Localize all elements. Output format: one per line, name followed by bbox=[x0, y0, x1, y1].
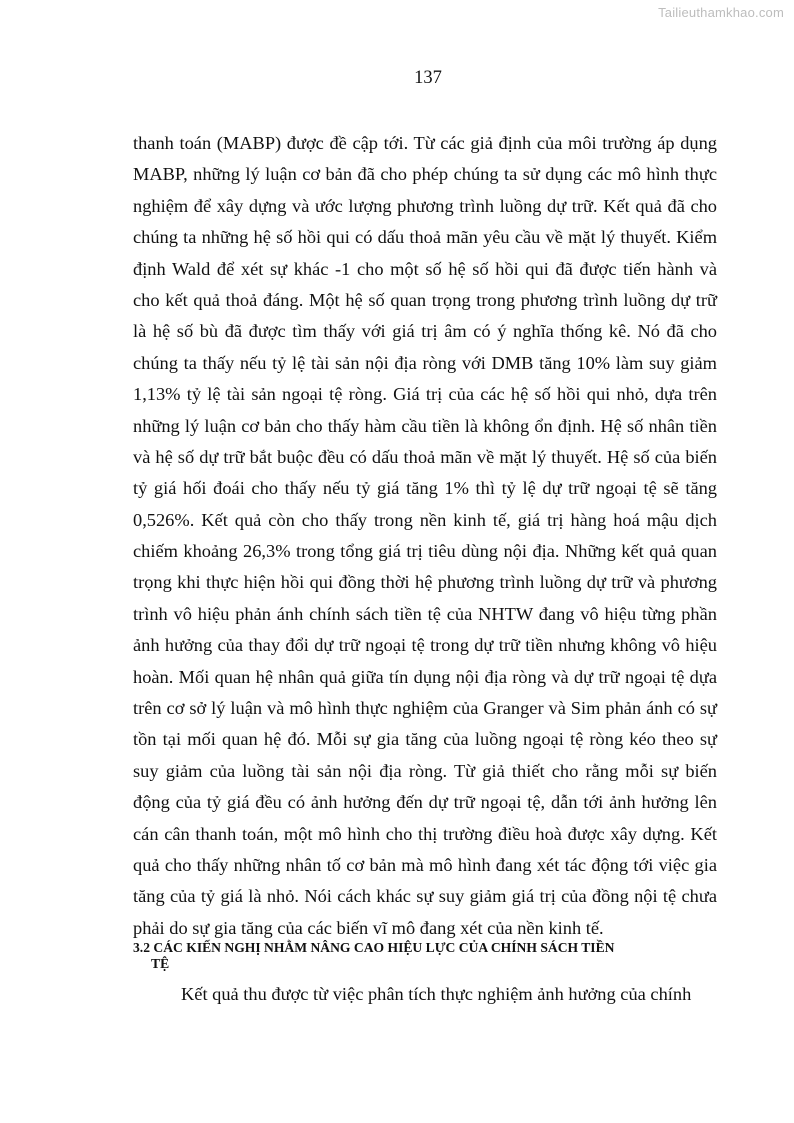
text-line: tỷ giá hối đoái cho thấy nếu tỷ giá tăng 1% thì tỷ lệ dự trữ ngoại tệ sẽ tăng bbox=[133, 478, 717, 499]
page-number: 137 bbox=[414, 68, 442, 88]
text-line: suy giảm của luồng tài sản nội địa ròng. Từ giả thiết cho rằng mỗi sự biến bbox=[133, 760, 717, 781]
text-line: hoàn. Mối quan hệ nhân quả giữa tín dụng nội địa ròng và dự trữ ngoại tệ dựa bbox=[133, 666, 717, 687]
section-heading-line1: 3.2 CÁC KIẾN NGHỊ NHẰM NÂNG CAO HIỆU LỰC CỦA CHÍNH SÁCH TIỀN bbox=[133, 940, 615, 955]
text-line: trình vô hiệu phản ánh chính sách tiền tệ của NHTW đang vô hiệu từng phần bbox=[133, 603, 717, 624]
text-line: những lý luận cơ bản cho thấy hàm cầu tiền là không ổn định. Hệ số nhân tiền bbox=[133, 415, 717, 436]
text-line: trên cơ sở lý luận và mô hình thực nghiệm của Granger và Sim phản ánh có sự bbox=[133, 698, 717, 719]
text-line: là hệ số bù đã được tìm thấy với giá trị âm có ý nghĩa thống kê. Nó đã cho bbox=[133, 321, 717, 342]
text-line: tồn tại mối quan hệ đó. Mỗi sự gia tăng của luồng ngoại tệ ròng kéo theo sự bbox=[133, 729, 717, 750]
paragraph-2-first-line: Kết quả thu được từ việc phân tích thực nghiệm ảnh hưởng của chính bbox=[181, 984, 692, 1004]
text-line: nghiệm để xây dựng và ước lượng phương trình luồng dự trữ. Kết quả đã cho bbox=[133, 195, 717, 216]
watermark: Tailieuthamkhao.com bbox=[658, 5, 784, 20]
body-paragraph bbox=[133, 128, 717, 944]
text-line: định Wald để xét sự khác -1 cho một số hệ số hồi qui đã được tiến hành và bbox=[133, 258, 717, 279]
text-line: 0,526%. Kết quả còn cho thấy trong nền kinh tế, giá trị hàng hoá mậu dịch bbox=[133, 509, 717, 530]
text-line: ảnh hưởng của thay đổi dự trữ ngoại tệ trong dự trữ tiền nhưng không vô hiệu bbox=[133, 635, 717, 656]
text-line: trọng khi thực hiện hồi qui đồng thời hệ phương trình luồng dự trữ và phương bbox=[133, 572, 717, 593]
text-line: phải do sự gia tăng của các biến vĩ mô đang xét của nền kinh tế. bbox=[133, 917, 604, 938]
text-line: động của tỷ giá đều có ảnh hưởng đến dự trữ ngoại tệ, dẫn tới ảnh hưởng lên bbox=[133, 792, 717, 813]
text-line: cho kết quả thoả đáng. Một hệ số quan trọng trong phương trình luồng dự trữ bbox=[133, 289, 717, 310]
text-line: chiếm khoảng 26,3% trong tổng giá trị tiêu dùng nội địa. Những kết quả quan bbox=[133, 541, 717, 562]
text-line: chúng ta thấy nếu tỷ lệ tài sản nội địa ròng với DMB tăng 10% làm suy giảm bbox=[133, 352, 717, 373]
text-line: 1,13% tỷ lệ tài sản ngoại tệ ròng. Giá trị của các hệ số hồi qui nhỏ, dựa trên bbox=[133, 384, 717, 405]
text-line: cán cân thanh toán, một mô hình cho thị trường điều hoà được xây dựng. Kết bbox=[133, 823, 717, 844]
text-line: MABP, những lý luận cơ bản đã cho phép chúng ta sử dụng các mô hình thực bbox=[133, 164, 717, 185]
section-heading bbox=[133, 940, 733, 972]
text-line: và hệ số dự trữ bắt buộc đều có dấu thoả mãn về mặt lý thuyết. Hệ số của biến bbox=[133, 446, 717, 467]
text-line: chúng ta những hệ số hồi qui có dấu thoả mãn yêu cầu về mặt lý thuyết. Kiểm bbox=[133, 227, 717, 248]
text-line: thanh toán (MABP) được đề cập tới. Từ các giả định của môi trường áp dụng bbox=[133, 133, 717, 153]
text-line: tăng của tỷ giá là nhỏ. Nói cách khác sự suy giảm giá trị của đồng nội tệ chưa bbox=[133, 886, 717, 907]
text-line: quả cho thấy những nhân tố cơ bản mà mô hình đang xét tác động tới việc gia bbox=[133, 854, 717, 875]
section-heading-line2: TỆ bbox=[151, 956, 170, 971]
